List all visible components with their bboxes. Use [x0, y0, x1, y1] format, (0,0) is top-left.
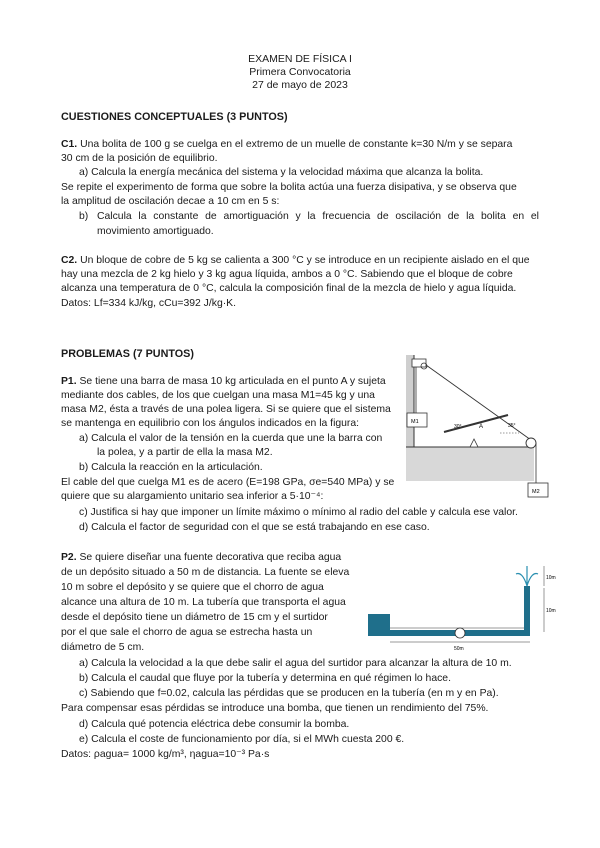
p2-pump-symbol	[455, 628, 465, 638]
exam-date: 27 de mayo de 2023	[252, 79, 348, 91]
p2-question-e: e) Calcula el coste de funcionamiento por día, si el MWh cuesta 200 €.	[79, 734, 405, 745]
p2-line7: diámetro de 5 cm.	[61, 642, 145, 653]
p1-angle2-label: 35°	[508, 423, 516, 429]
p1-question-c: c) Justifica si hay que imponer un límite máximo o mínimo al radio del cable y calcula ese valor.	[79, 507, 518, 518]
p2-text1: Se quiere diseñar una fuente decorativa que reciba agua	[79, 552, 342, 563]
p2-pump: Para compensar esas pérdidas se introduce una bomba, que tienen un rendimiento del 75%.	[61, 703, 489, 714]
p1-question-a-line2: la polea, y a partir de ella la masa M2.	[97, 447, 273, 458]
c1-question-a: a) Calcula la energía mecánica del sistema y la velocidad máxima que alcanza la bolita.	[79, 167, 484, 178]
p1-label: P1.	[61, 376, 77, 387]
c1-label: C1.	[61, 139, 78, 150]
p2-line5: desde el depósito tiene un diámetro de 15 cm y el surtidor	[61, 612, 328, 623]
p2-pipe-horizontal	[368, 630, 530, 636]
exam-session: Primera Convocatoria	[249, 66, 351, 78]
p2-label: P2.	[61, 552, 77, 563]
p1-line3: masa M2, ésta a través de una polea ligera. Si se quiere que el sistema	[61, 404, 391, 415]
p2-dist-label: 50m	[454, 646, 464, 652]
c1-question-b-label: b)	[79, 211, 89, 222]
p2-question-b: b) Calcula el caudal que fluye por la tubería y determina en qué régimen lo hace.	[79, 673, 451, 684]
p1-question-d: d) Calcula el factor de seguridad con el que se está trabajando en ese caso.	[79, 522, 430, 533]
p1-a-label: A	[479, 424, 484, 430]
c2-label: C2.	[61, 255, 78, 266]
p2-reservoir	[368, 614, 390, 630]
c1-question-b-line1: Calcula la constante de amortiguación y la frecuencia de oscilación de la bolita en el	[97, 211, 539, 222]
p1-line1	[61, 375, 386, 389]
p1-figure	[404, 355, 554, 505]
c1-question-b-line2: movimiento amortiguado.	[97, 226, 214, 237]
p2-fountain-jet	[516, 566, 538, 586]
p1-angle1-label: 30°	[454, 424, 462, 430]
p2-question-a: a) Calcula la velocidad a la que debe salir el agua del surtidor para alcanzar la altura de 10 m.	[79, 658, 512, 669]
c1-line2: 30 cm de la posición de equilibrio.	[61, 153, 218, 164]
p1-line2: mediante dos cables, de los que cuelgan una masa M1=45 kg y una	[61, 390, 375, 401]
p1-question-b: b) Calcula la reacción en la articulación.	[79, 462, 263, 473]
p1-m1-label: M1	[411, 419, 419, 425]
p2-line6: por el que sale el chorro de agua se estrecha hasta un	[61, 627, 313, 638]
p1-line4: se mantenga en equilibrio con los ángulos indicados en la figura:	[61, 418, 360, 429]
p2-data: Datos: ρagua= 1000 kg/m³, ηagua=10⁻³ Pa·s	[61, 749, 270, 760]
section-conceptual-title: CUESTIONES CONCEPTUALES (3 PUNTOS)	[61, 111, 288, 123]
section-problems-title: PROBLEMAS (7 PUNTOS)	[61, 348, 194, 360]
p2-h-mid-label: 10m	[546, 608, 556, 614]
p2-pipe-vertical	[524, 586, 530, 636]
c2-data: Datos: Lf=334 kJ/kg, cCu=392 J/kg·K.	[61, 298, 237, 309]
p2-line4: alcance una altura de 10 m. La tubería que transporta el agua	[61, 597, 346, 608]
p1-question-a-line1: a) Calcula el valor de la tensión en la cuerda que une la barra con	[79, 433, 383, 444]
p2-h-top-label: 10m	[546, 575, 556, 581]
p2-line1	[61, 551, 341, 565]
p1-m2-label: M2	[532, 489, 540, 495]
p1-cable-line1: El cable del que cuelga M1 es de acero (E=198 GPa, σe=540 MPa) y se	[61, 477, 395, 488]
p1-cable-line2: quiere que su alargamiento unitario sea inferior a 5·10⁻⁴:	[61, 491, 324, 502]
c2-line2: hay una mezcla de 2 kg hielo y 3 kg agua líquida, ambos a 0 °C. Sabiendo que el bloque de cobre	[61, 269, 513, 280]
c1-line1	[61, 138, 512, 152]
c2-line1	[61, 254, 530, 268]
p2-line2: de un depósito situado a 50 m de distancia. La fuente se eleva	[61, 567, 350, 578]
p1-ground	[406, 447, 534, 481]
p2-question-d: d) Calcula qué potencia eléctrica debe consumir la bomba.	[79, 719, 350, 730]
p2-figure	[364, 562, 564, 658]
c2-text1: Un bloque de cobre de 5 kg se calienta a 300 °C y se introduce en un recipiente aislado en el que	[80, 255, 530, 266]
p2-question-c: c) Sabiendo que f=0.02, calcula las pérdidas que se producen en la tubería (en m y en Pa).	[79, 688, 499, 699]
c2-line3: alcanza una temperatura de 0 °C, calcula la composición final de la mezcla de hielo y agua líquida.	[61, 283, 517, 294]
p1-right-pulley	[526, 438, 536, 448]
p2-line3: 10 m sobre el depósito y se quiere que el chorro de agua	[61, 582, 324, 593]
p1-hinge	[470, 439, 478, 447]
c1-repeat-line2: la amplitud de oscilación decae a 10 cm en 5 s:	[61, 196, 280, 207]
c1-repeat-line1: Se repite el experimento de forma que sobre la bolita actúa una fuerza disipativa, y se observa que	[61, 182, 517, 193]
p1-wall	[406, 355, 414, 447]
c1-text1: Una bolita de 100 g se cuelga en el extremo de un muelle de constante k=30 N/m y se separa	[80, 139, 513, 150]
exam-title: EXAMEN DE FÍSICA I	[248, 53, 352, 65]
p1-text1: Se tiene una barra de masa 10 kg articulada en el punto A y sujeta	[79, 376, 386, 387]
